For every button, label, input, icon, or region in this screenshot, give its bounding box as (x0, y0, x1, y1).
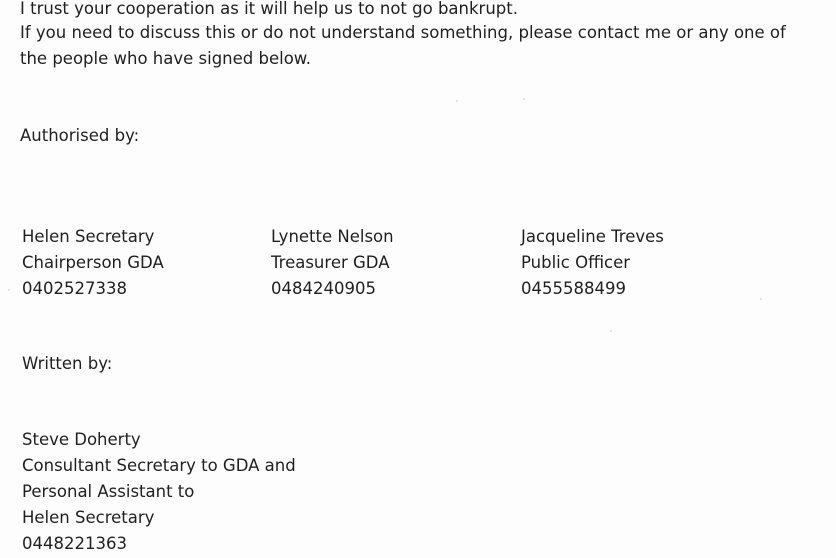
signatory-name: Jacqueline Treves (521, 227, 664, 246)
author-name: Steve Doherty (22, 430, 141, 449)
author-role-line-2: Personal Assistant to (22, 482, 195, 501)
written-heading: Written by: (22, 354, 113, 373)
signatory-name: Lynette Nelson (271, 227, 394, 246)
signatory-title: Treasurer GDA (271, 253, 390, 272)
signatory-phone: 0455588499 (521, 279, 626, 298)
intro-line-1: I trust your cooperation as it will help us to not go bankrupt. (20, 0, 518, 18)
author-phone: 0448221363 (22, 534, 127, 553)
signatory-phone: 0402527338 (22, 279, 127, 298)
intro-line-3: the people who have signed below. (20, 49, 312, 68)
signatory-title: Public Officer (521, 253, 631, 272)
intro-line-2: If you need to discuss this or do not understand something, please contact me or any one of (20, 23, 786, 42)
signatory-title: Chairperson GDA (22, 253, 164, 272)
author-role-line-1: Consultant Secretary to GDA and (22, 456, 296, 475)
signatory-name: Helen Secretary (22, 227, 155, 246)
author-role-line-3: Helen Secretary (22, 508, 155, 527)
signatory-phone: 0484240905 (271, 279, 376, 298)
authorised-heading: Authorised by: (20, 126, 140, 145)
